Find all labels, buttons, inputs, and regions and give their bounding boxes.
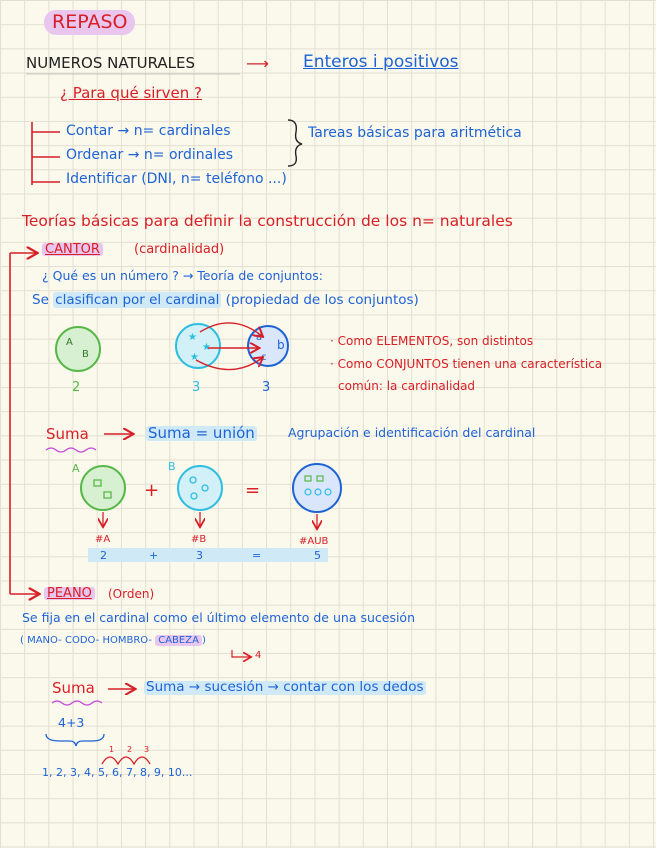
set-label-a: A [66, 337, 73, 348]
peano-subtitle: (Orden) [108, 587, 155, 601]
peano-suma-chain: Suma → sucesión → contar con los dedos [146, 679, 424, 695]
count-1: 2 [72, 380, 81, 395]
cantor-note-3: común: la cardinalidad [338, 379, 476, 393]
union-label-a: A [72, 462, 80, 475]
uses-bracket [32, 122, 60, 185]
set-label-a-small: a [256, 332, 263, 343]
star-icon: ★ [188, 332, 197, 343]
plus-sign: + [144, 480, 160, 501]
eq-plus: + [149, 549, 159, 562]
uses-brace [288, 120, 302, 166]
cantor-note-2: · Como CONJUNTOS tienen una característica [330, 357, 603, 371]
cantor-suma-def: Suma = unión [148, 424, 255, 442]
star-icon: ★ [202, 342, 211, 353]
number-sequence: 1, 2, 3, 4, 5, 6, 7, 8, 9, 10... [42, 766, 193, 779]
step-3: 3 [144, 745, 150, 754]
equals-sign: = [245, 480, 261, 501]
example-sum: 4+3 [58, 715, 85, 730]
star-icon: ★ [190, 352, 199, 363]
step-arcs [102, 757, 150, 764]
cantor-question: ¿ Qué es un número ? → Teoría de conjuntos: [42, 268, 324, 283]
cantor-subtitle: (cardinalidad) [134, 242, 225, 257]
arrow-icon: ⟶ [246, 54, 269, 73]
step-1: 1 [109, 745, 115, 754]
peano-line1: Se fija en el cardinal como el último elemento de una sucesión [22, 610, 416, 625]
eq-5: 5 [314, 549, 321, 562]
theory-bracket [10, 253, 38, 594]
count-3: 3 [262, 380, 271, 395]
step-2: 2 [127, 745, 133, 754]
cabeza-value: 4 [255, 650, 262, 661]
peano-name: PEANO [44, 587, 95, 600]
cabeza-arrow [232, 650, 250, 657]
union-set-a [81, 466, 125, 510]
peano-line2: ( MANO- CODO- HOMBRO- CABEZA ) [20, 635, 206, 646]
equation-highlight [88, 548, 328, 562]
union-set-b [178, 466, 222, 510]
peano-suma-wave [52, 701, 102, 705]
cantor-classify: Se clasifican por el cardinal (propiedad de los conjuntos) [32, 292, 419, 308]
eq-2: 2 [100, 549, 107, 562]
union-set-ab [293, 464, 341, 512]
eq-3: 3 [196, 549, 203, 562]
count-label-b: #B [191, 534, 207, 545]
count-arrows [103, 512, 317, 528]
set-ab-circle [56, 327, 100, 371]
eq-equals: = [252, 549, 262, 562]
use-ordenar: Ordenar → n= ordinales [66, 147, 234, 163]
count-label-ab: #AUB [299, 536, 329, 547]
cantor-note-1: · Como ELEMENTOS, son distintos [330, 334, 534, 348]
peano-suma-label: Suma [52, 679, 95, 697]
set-label-b-small: b [277, 338, 285, 352]
naturales-label: NUMEROS NATURALES [26, 54, 196, 72]
naturales-definition: Enteros i positivos [303, 52, 459, 72]
question-uses: ¿ Para qué sirven ? [60, 84, 202, 102]
use-identificar: Identificar (DNI, n= teléfono ...) [66, 171, 287, 187]
cantor-suma-desc: Agrupación e identificación del cardinal [288, 425, 536, 440]
cantor-name: CANTOR [42, 243, 103, 256]
suma-wave [46, 448, 96, 452]
union-label-b: B [168, 460, 176, 473]
page-title: REPASO [44, 10, 135, 35]
count-2: 3 [192, 380, 201, 395]
use-contar: Contar → n= cardinales [66, 123, 231, 139]
example-brace [46, 734, 104, 746]
count-label-a: #A [95, 534, 111, 545]
theories-heading: Teorías básicas para definir la construcción de los n= naturales [22, 212, 513, 230]
set-label-c-small: c [261, 352, 267, 363]
cantor-suma-label: Suma [46, 425, 89, 443]
uses-note: Tareas básicas para aritmética [308, 125, 522, 141]
set-label-b: B [82, 349, 89, 360]
